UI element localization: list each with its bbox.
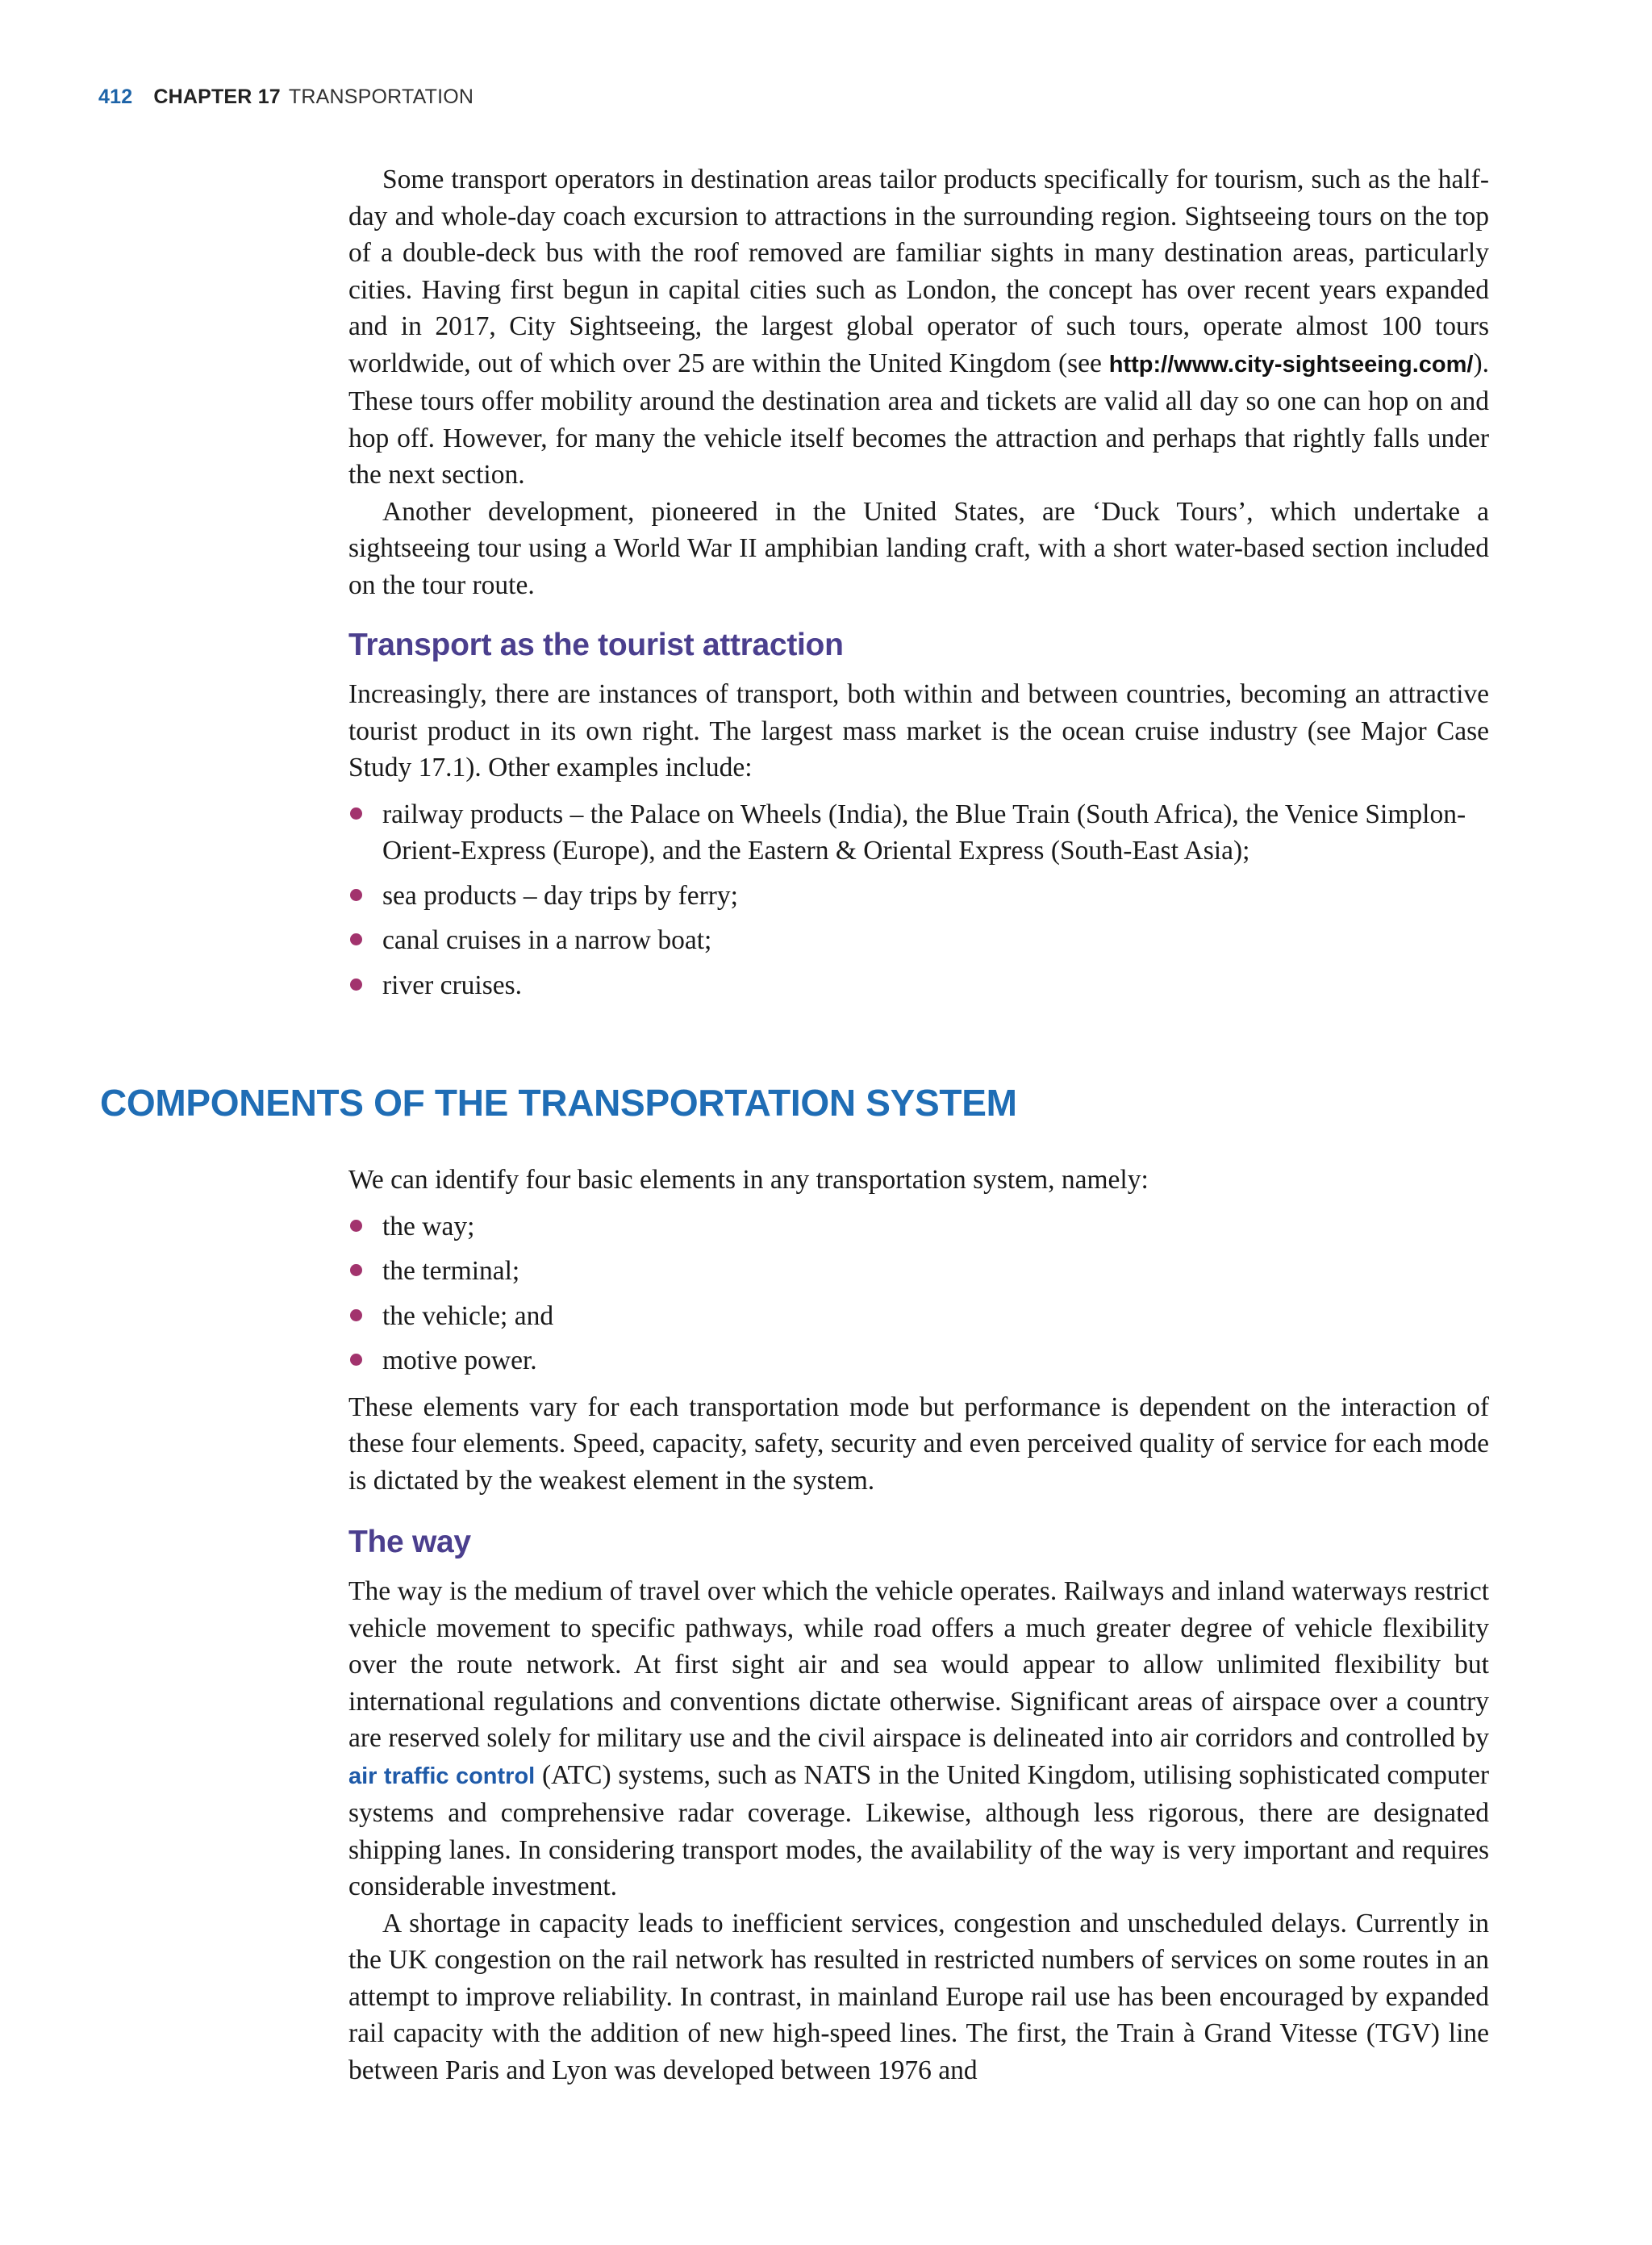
paragraph-text: ). These tours offer mobility around the destination area and tickets are valid all day so one can hop on and hop off. However, for many the vehicle itself becomes the attraction and perhaps that rightly falls under the next section. (348, 348, 1489, 490)
list-item (348, 878, 1489, 915)
glossary-term-air-traffic-control[interactable]: air traffic control (348, 1763, 536, 1789)
bullet-icon (350, 807, 362, 820)
components-list (348, 1208, 1489, 1379)
subheading-transport-attraction: Transport as the tourist attraction (348, 628, 844, 662)
paragraph-components-intro: We can identify four basic elements in any transportation system, namely: (348, 1165, 1149, 1195)
bullet-icon (350, 889, 362, 901)
upper-text-column (348, 161, 1489, 1004)
bullet-icon (350, 933, 362, 945)
paragraph-duck-tours: Another development, pioneered in the United States, are ‘Duck Tours’, which undertake a sightseeing tour using a World War II amphibian landing craft, with a short water-based section included on the tour route. (348, 496, 1489, 600)
list-item (348, 796, 1489, 870)
bullet-icon (350, 979, 362, 991)
paragraph-the-way (348, 1573, 1489, 1905)
list-item-text: motive power. (382, 1346, 537, 1375)
list-item-text: canal cruises in a narrow boat; (382, 925, 712, 955)
list-item (348, 922, 1489, 959)
page-number: 412 (98, 86, 133, 108)
chapter-label: CHAPTER 17 (153, 86, 281, 108)
paragraph-capacity-shortage: A shortage in capacity leads to inefficient services, congestion and unscheduled delays. Currently in the UK congestion on the rail network has resulted in restricted numbers of services on some routes in an attempt to improve reliability. In contrast, in mainland Europe rail use has been encouraged by expanded rail capacity with the addition of new high-speed lines. The first, the Train à Grand Vitesse (TGV) line between Paris and Lyon was developed between 1976 and (348, 1908, 1489, 2085)
list-item (348, 1208, 1489, 1246)
list-item-text: river cruises. (382, 970, 523, 1000)
list-item-text: railway products – the Palace on Wheels (India), the Blue Train (South Africa), the Venice Simplon-Orient-Express (Europe), and the Eastern & Oriental Express (South-East Asia); (382, 799, 1466, 866)
paragraph-text: The way is the medium of travel over which the vehicle operates. Railways and inland waterways restrict vehicle movement to specific pathways, while road offers a much greater degree of vehicle flexibility over the route network. At first sight air and sea would appear to allow unlimited flexibility but international regulations and conventions dictate otherwise. Significant areas of airspace over a country are reserved solely for military use and the civil airspace is delineated into air corridors and controlled by (348, 1576, 1489, 1753)
paragraph-city-sightseeing (348, 161, 1489, 494)
list-item (348, 1342, 1489, 1379)
list-item-text: the way; (382, 1211, 475, 1241)
bullet-icon (350, 1220, 362, 1232)
lower-text-column (348, 1162, 1489, 2089)
bullet-icon (350, 1309, 362, 1321)
paragraph-attraction-intro: Increasingly, there are instances of transport, both within and between countries, becoming an attractive tourist product in its own right. The largest mass market is the ocean cruise industry (see Major Case Study 17.1). Other examples include: (348, 679, 1489, 782)
paragraph-components-performance: These elements vary for each transportation mode but performance is dependent on the interaction of these four elements. Speed, capacity, safety, security and even perceived quality of service for each mode is dictated by the weakest element in the system. (348, 1392, 1489, 1496)
paragraph-text: (ATC) systems, such as NATS in the United Kingdom, utilising sophisticated computer systems and comprehensive radar coverage. Likewise, although less rigorous, there are designated shipping lanes. In considering transport modes, the availability of the way is very important and requires considerable investment. (348, 1759, 1489, 1901)
paragraph-text: Some transport operators in destination areas tailor products specifically for tourism, such as the half-day and whole-day coach excursion to attractions in the surrounding region. Sightseeing tours on the top of a double-deck bus with the roof removed are familiar sights in many destination areas, particularly cities. Having first begun in capital cities such as London, the concept has over recent years expanded and in 2017, City Sightseeing, the largest global operator of such tours, operate almost 100 tours worldwide, out of which over 25 are within the United Kingdom (see (348, 165, 1489, 378)
list-item-text: the vehicle; and (382, 1300, 554, 1331)
list-item (348, 1253, 1489, 1290)
attraction-examples-list (348, 796, 1489, 1004)
running-head (98, 86, 473, 109)
list-item (348, 1298, 1489, 1335)
list-item-text: the terminal; (382, 1256, 520, 1286)
bullet-icon (350, 1264, 362, 1276)
chapter-title: TRANSPORTATION (288, 86, 474, 108)
city-sightseeing-link[interactable]: http://www.city-sightseeing.com/ (1108, 351, 1474, 378)
list-item-text: sea products – day trips by ferry; (382, 880, 738, 911)
subheading-the-way: The way (348, 1525, 471, 1559)
bullet-icon (350, 1354, 362, 1366)
list-item (348, 967, 1489, 1004)
section-heading-components: COMPONENTS OF THE TRANSPORTATION SYSTEM (100, 1082, 1017, 1124)
